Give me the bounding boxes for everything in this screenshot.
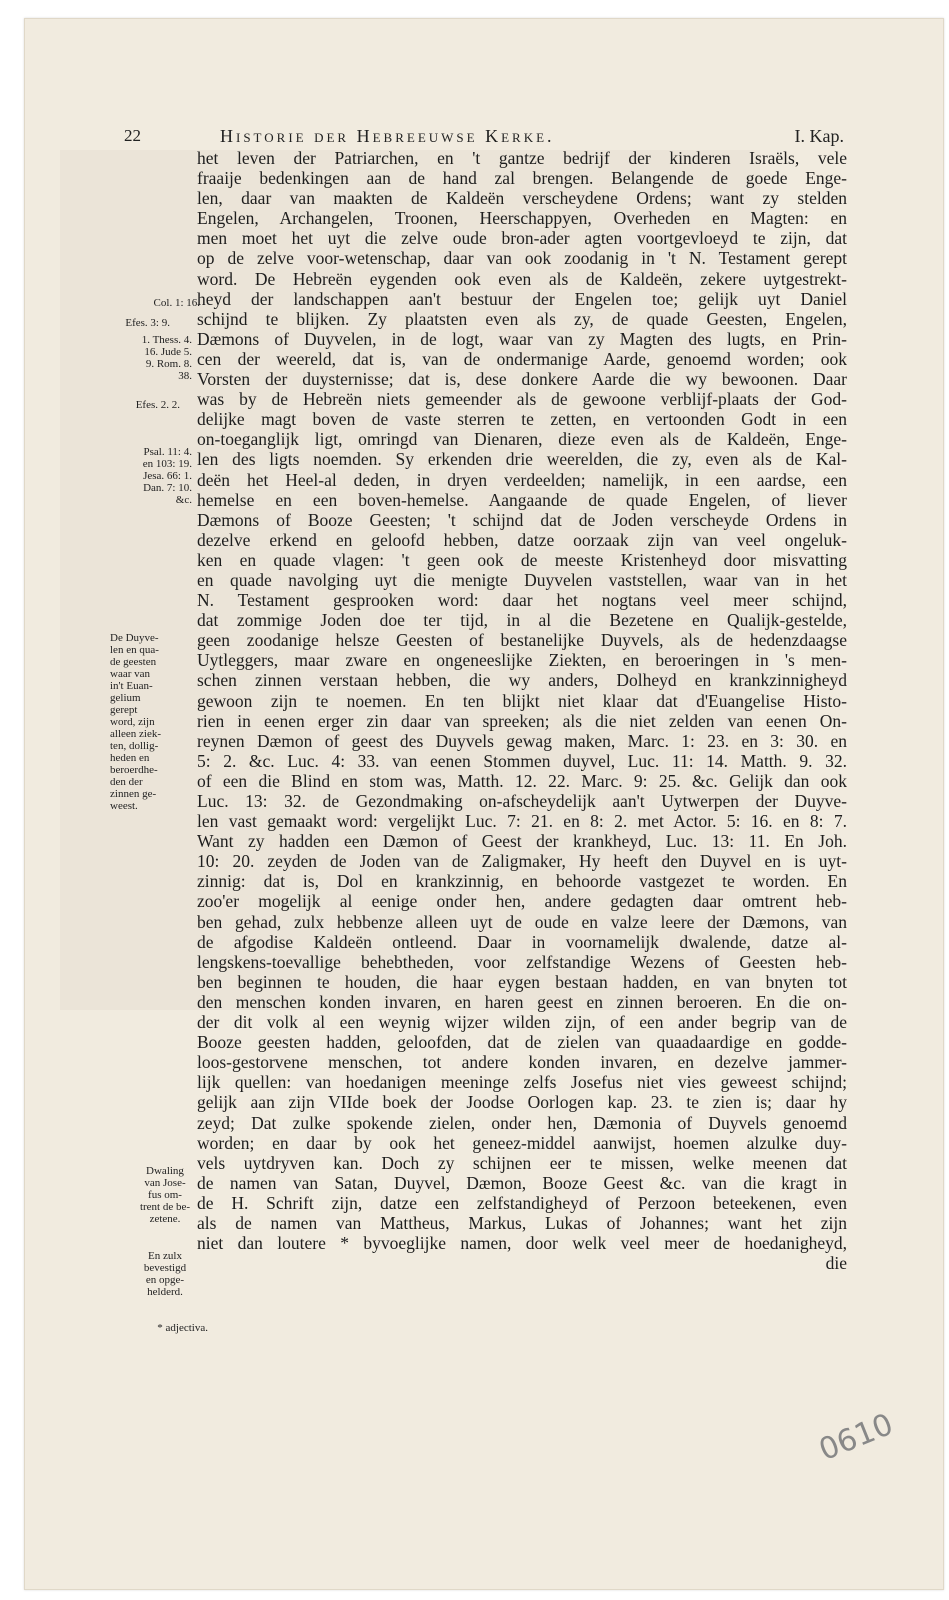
body-line: Dæmons of Booze Geesten; 't schijnd dat de Joden verscheyde Ordens in	[197, 509, 847, 530]
body-line: geen zoodanige helsze Geesten of bestanelijke Duyvels, als de hedenzdaagse	[197, 630, 847, 651]
margin-note-zulx: En zulx bevestigd en opge- helderd.	[143, 1250, 187, 1298]
body-line: loos-gestorvene menschen, tot andere konden invaren, en dezelve jammer-	[197, 1052, 847, 1073]
body-line: len, daar van maakten de Kaldeën verscheydene Ordens; want zy stelden	[197, 188, 847, 209]
body-line: zinnig: dat is, Dol en krankzinnig, en behoorde vastgezet te worden. En	[197, 871, 847, 892]
body-line: len vast gemaakt word: vergelijkt Luc. 7: 21. en 8: 2. met Actor. 5: 16. en 8: 7.	[197, 811, 847, 832]
body-line: ben beginnen te houden, die haar eygen bestaan hadden, en van bnyten tot	[197, 971, 847, 992]
body-line: worden; en daar by ook het geneez-middel aanwijst, hoemen alzulke duy-	[197, 1132, 847, 1153]
margin-note-dwaling: Dwaling van Jose- fus om- trent de be- zetene.	[139, 1165, 191, 1225]
margin-note-efes: Efes. 3: 9.	[125, 317, 170, 329]
body-line: de afgodise Kaldeën ontleend. Daar in voornamelijk dwalende, datze al-	[197, 931, 847, 952]
body-line: Want zy hadden een Dæmon of Geest der krankheyd, Luc. 13: 11. En Joh.	[197, 831, 847, 852]
running-title: Historie der Hebreeuwse Kerke.	[220, 126, 555, 146]
body-line: 10: 20. zeyden de Joden van de Zaligmaker, Hy heeft den Duyvel en is uyt-	[197, 851, 847, 872]
margin-note-adjectiva: * adjectiva.	[157, 1322, 208, 1334]
body-line: len des ligts noemden. Sy erkenden drie weerelden, die zy, even als de Kal-	[197, 449, 847, 470]
body-line: was by de Hebreën niets gemeender als de gewoone verblijf-plaats der God-	[197, 389, 847, 410]
body-line: of een die Blind en stom was, Matth. 12. 22. Marc. 9: 25. &c. Gelijk dan ook	[197, 770, 847, 791]
body-line: word. De Hebreën eygenden ook even als de Kaldeën, zekere uytgestrekt-	[197, 268, 847, 289]
body-line: de namen van Satan, Duyvel, Dæmon, Booze Geest &c. van die kragt in	[197, 1172, 847, 1193]
body-line: Dæmons of Duyvelen, in de logt, waar van zy Magten des lugts, en Prin-	[197, 328, 847, 349]
body-line: rien in eenen erger zin daar van spreeken; als die niet zelden van eenen On-	[197, 710, 847, 731]
body-line: der dit volk al een weynig wijzer wilden zijn, of een ander begrip van de	[197, 1012, 847, 1033]
body-line: on-toeganglijk ligt, omringd van Dienaren, dieze even als de Kaldeën, Enge-	[197, 429, 847, 450]
body-line: Luc. 13: 32. de Gezondmaking on-afscheydelijk aan't Uytwerpen der Duyve-	[197, 791, 847, 811]
body-line: de H. Schrift zijn, datze een zelfstandigheyd of Perzoon beteekenen, even	[197, 1192, 847, 1213]
body-line: niet dan loutere * byvoeglijke namen, door welk veel meer de hoedanigheyd,	[197, 1233, 847, 1254]
body-line: gelijk aan zijn VIIde boek der Joodse Oorlogen kap. 23. te zien is; daar hy	[197, 1092, 847, 1113]
body-line: dezelve erkend en geloofd hebben, datze oorzaak zijn van veel ongeluk-	[197, 529, 847, 550]
body-line: deën het Heel-al deden, in dryen verdeelden; namelijk, in een aardse, een	[197, 469, 847, 490]
body-line: dat zommige Joden doe ter tijd, in al die Bezetene en Qualijk-gestelde,	[197, 610, 847, 631]
body-line: schen zinnen verstaan hebben, die wy anders, Dolheyd en krankzinnigheyd	[197, 670, 847, 691]
body-line: lijk quellen: van hoedanigen meeninge zelfs Josefus niet vies geweest schijnd;	[197, 1072, 847, 1093]
body-text	[197, 148, 847, 1273]
body-line: ken en quade vlagen: 't geen ook de meeste Kristenheyd door misvatting	[197, 549, 847, 570]
body-line: vels uytdryven kan. Doch zy schijnen eer te missen, welke meenen dat	[197, 1152, 847, 1173]
body-line: Engelen, Archangelen, Troonen, Heerschappyen, Overheden en Magten: en	[197, 208, 847, 229]
body-line: heyd der landschappen aan't bestuur der Engelen toe; gelijk uyt Daniel	[197, 288, 847, 309]
body-line: Vorsten der duysternisse; dat is, dese donkere Aarde die wy bewoonen. Daar	[197, 369, 847, 390]
body-line: en quade navolging uyt die menigte Duyvelen vaststellen, waar van in het	[197, 569, 847, 590]
body-line: cen der weereld, dat is, van de ondermanige Aarde, genoemd worden; ook	[197, 348, 847, 369]
margin-note-psal: Psal. 11: 4. en 103: 19. Jesa. 66: 1. Dan. 7: 10. &c.	[142, 446, 192, 506]
margin-note-duyvelen: De Duyve- len en qua- de geesten waar van in't Euan- gelium gerept word, zijn alleen ziek- ten, dollig- heden en beroerdhe- den der zinnen ge- weest.	[110, 632, 161, 812]
body-line: men moet het uyt die zelve oude bron-ader agten voortgevloeyd te zijn, dat	[197, 228, 847, 249]
body-line: N. Testament gesprooken word: daar het nogtans veel meer schijnd,	[197, 590, 847, 611]
body-line: hemelse en een boven-hemelse. Aangaande de quade Engelen, of liever	[197, 489, 847, 510]
body-line: fraaije bedenkingen aan de hand zal brengen. Belangende de goede Enge-	[197, 168, 847, 189]
body-line: lengskens-toevallige behebtheden, voor zelfstandige Wezens of Geesten heb-	[197, 951, 847, 972]
body-line: Uytleggers, maar zware en ongeneeslijke Ziekten, en beroeringen in 's men-	[197, 650, 847, 671]
body-line: reynen Dæmon of geest des Duyvels gewag maken, Marc. 1: 23. en 3: 30. en	[197, 730, 847, 751]
margin-note-col: Col. 1: 16.	[153, 297, 200, 309]
body-line: delijke magt boven de vaste sterren te zetten, en vertoonden Godt in een	[197, 409, 847, 430]
body-line: op de zelve voor-wetenschap, daar van ook zoodanig in 't N. Testament gerept	[197, 248, 847, 269]
page-number: 22	[124, 126, 141, 145]
body-line: Booze geesten hadden, geloofden, dat de zielen van quaadaardige en godde-	[197, 1032, 847, 1053]
body-line: gewoon zijn te noemen. En ten blijkt niet klaar dat d'Euangelise Histo-	[197, 690, 847, 711]
body-line: den menschen konden invaren, en haren geest en zinnen beroeren. En die on-	[197, 991, 847, 1012]
body-line: 5: 2. &c. Luc. 4: 33. van eenen Stommen duyvel, Luc. 11: 14. Matth. 9. 32.	[197, 750, 847, 771]
body-line: ben gehad, zulx hebbenze alleen uyt de oude en valze leere der Dæmons, van	[197, 911, 847, 932]
chapter-label: I. Kap.	[794, 126, 844, 146]
body-line: die	[825, 1253, 847, 1274]
body-line: zoo'er mogelijk al eenige onder hen, andere gedagten daar omtrent heb-	[197, 891, 847, 912]
body-line: schijnd te blijken. Zy plaatsten even als zy, de quade Geesten, Engelen,	[197, 308, 847, 329]
body-line: het leven der Patriarchen, en 't gantze bedrijf der kinderen Israëls, vele	[197, 148, 847, 168]
body-line: als de namen van Mattheus, Markus, Lukas of Johannes; want het zijn	[197, 1212, 847, 1233]
margin-note-thess: 1. Thess. 4. 16. Jude 5. 9. Rom. 8. 38.	[141, 334, 192, 382]
margin-note-efes-2: Efes. 2. 2.	[135, 399, 180, 411]
pencil-inventory-mark: 0610	[814, 1406, 899, 1469]
body-line: zeyd; Dat zulke spokende zielen, onder hen, Dæmonia of Duyvels genoemd	[197, 1112, 847, 1133]
